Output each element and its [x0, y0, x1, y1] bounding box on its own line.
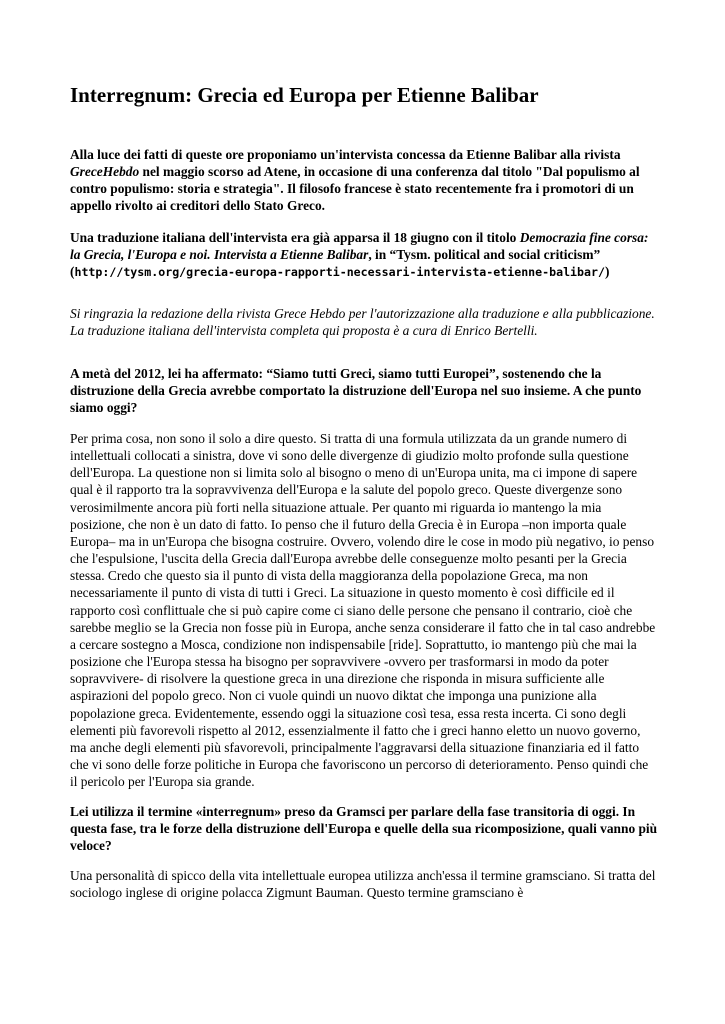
translation-text-c: )	[604, 264, 610, 279]
question-1: A metà del 2012, lei ha affermato: “Siamo tutti Greci, siamo tutti Europei”, sostenendo che la distruzione della Grecia avrebbe comportato la distruzione dell'Europa nel suo insieme. A che punto siamo oggi?	[70, 366, 642, 415]
source-link[interactable]: http://tysm.org/grecia-europa-rapporti-necessari-intervista-etienne-balibar/	[74, 265, 605, 279]
document-page	[70, 82, 658, 901]
translation-title: Democrazia fine corsa: la Grecia, l'Europa e noi. Intervista a Etienne Balibar	[70, 230, 649, 262]
intro-paragraph	[70, 146, 658, 214]
intro-text-a: Alla luce dei fatti di queste ore proponiamo un'intervista concessa da Etienne Balibar alla rivista	[70, 147, 621, 162]
page-title: Interregnum: Grecia ed Europa per Etienne Balibar	[70, 83, 539, 107]
intro-text-b: nel maggio scorso ad Atene, in occasione di una conferenza dal titolo "Dal populismo al contro populismo: storia e strategia". Il filosofo francese è stato recentemente fra i promotori di un appello rivolto ai creditori dello Stato Greco.	[70, 164, 640, 213]
answer-1: Per prima cosa, non sono il solo a dire questo. Si tratta di una formula utilizzata da un grande numero di intellettuali collocati a sinistra, dove vi sono delle divergenze di giudizio molto profonde sulla questione dell'Europa. La questione non si limita solo al bisogno o meno di un'Europa unita, ma ci impone di sapere qual è il rapporto tra la sopravvivenza dell'Europa e la salute del popolo greco. Queste divergenze sono verosimilmente ancora più forti nella situazione attuale. Per quanto mi riguarda io mantengo la mia posizione, che non è un dato di fatto. Io penso che il futuro della Grecia è in Europa –non importa quale Europa– ma in un'Europa che bisogna costruire. Ovvero, volendo dire le cose in modo più negativo, io penso che l'espulsione, l'uscita della Grecia dall'Europa avrebbe delle conseguenze molto pesanti per la Grecia stessa. Credo che questo sia il punto di vista della maggioranza della popolazione Greca, ma non necessariamente il punto di vista di tutti i Greci. La situazione in questo momento è così difficile ed il rapporto così conflittuale che si può capire come ci siano delle persone che pensano il contrario, cioè che sarebbe meglio se la Grecia non fosse più in Europa, anche senza considerare il fatto che in tal caso andrebbe a cercare sostegno a Mosca, condizione non indispensabile [ride]. Soprattutto, io mantengo più che mai la posizione che l'Europa stessa ha bisogno per sopravvivere -ovvero per trasformarsi in modo da poter sopravvivere- di risolvere la questione greca in una direzione che risponda in misura sufficiente alle aspirazioni del popolo greco. Non ci vuole quindi un nuovo diktat che imponga una punizione alla popolazione greca. Evidentemente, essendo oggi la situazione così tesa, essa resta incerta. Ci sono degli elementi più favorevoli rispetto al 2012, essenzialmente il fatto che i greci hanno eletto un nuovo governo, ma anche degli elementi più sfavorevoli, principalmente l'aggravarsi della situazione finanziaria ed il fatto che vi sono delle forze politiche in Europa che favoriscono un percorso di deterioramento. Penso quindi che il pericolo per l'Europa sia grande.	[70, 431, 656, 790]
translation-text-a: Una traduzione italiana dell'intervista era già apparsa il 18 giugno con il titolo	[70, 230, 520, 245]
translation-text-b: , in “Tysm. political and social criticism” (	[70, 247, 601, 279]
magazine-name: GreceHebdo	[70, 164, 140, 179]
acknowledgement: Si ringrazia la redazione della rivista Grece Hebdo per l'autorizzazione alla traduzione e alla pubblicazione. La traduzione italiana dell'intervista completa qui proposta è a cura di Enrico Bertelli.	[70, 306, 655, 338]
question-2: Lei utilizza il termine «interregnum» preso da Gramsci per parlare della fase transitoria di oggi. In questa fase, tra le forze della distruzione dell'Europa e quelle della sua ricomposizione, quali vanno più veloce?	[70, 804, 658, 854]
answer-2: Una personalità di spicco della vita intellettuale europea utilizza anch'essa il termine gramsciano. Si tratta del sociologo inglese di origine polacca Zigmunt Bauman. Questo termine gramsciano è	[70, 868, 656, 901]
translation-note	[70, 229, 658, 281]
